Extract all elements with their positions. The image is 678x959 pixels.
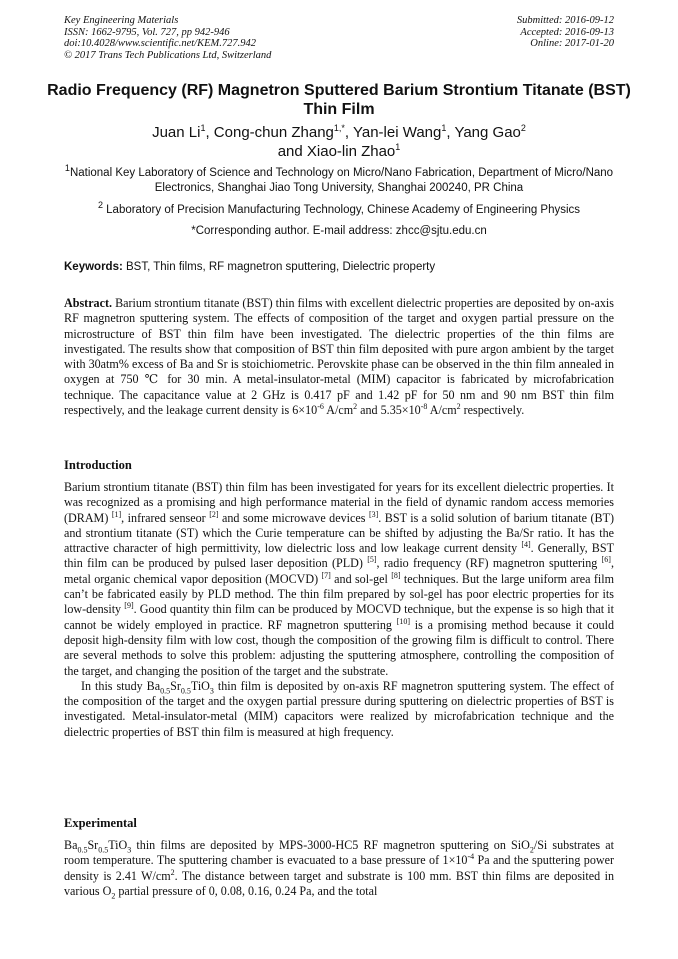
publication-dates	[517, 15, 614, 50]
author-separator: ,	[344, 124, 353, 141]
author-affiliation-mark: 1	[441, 123, 447, 133]
keywords-text: BST, Thin films, RF magnetron sputtering, Dielectric property	[122, 261, 436, 273]
body-text: In this study Ba	[81, 678, 161, 693]
subscript: 3	[127, 845, 132, 855]
body-text: techniques. But the large uniform area film can’t be fabricated easily by PLD method. The thin film prepared by sol-gel has poor electric properties for its low-density	[64, 571, 614, 617]
keywords-label: Keywords:	[64, 261, 123, 273]
abstract-text: A/cm	[427, 403, 457, 418]
body-text: Sr	[87, 838, 99, 852]
body-text: thin film is deposited by on-axis RF magnetron sputtering system. The effect of the composition of the target and the oxygen partial pressure during sputtering on dielectric properties of BST is investigated. Metal-insulator-metal (MIM) capacitors were realized by microfabrication technique and the dielectric properties of BST thin film is measured at high frequency.	[64, 678, 614, 739]
author-affiliation-mark: 1	[395, 142, 401, 152]
subscript: 0.5	[77, 845, 88, 855]
journal-issn: ISSN: 1662-9795, Vol. 727, pp 942-946	[64, 26, 230, 38]
subscript: 3	[209, 686, 214, 696]
abstract	[64, 296, 614, 418]
abstract-text: A/cm	[323, 403, 354, 418]
citation[interactable]: [9]	[124, 601, 134, 611]
introduction-paragraph-1	[64, 480, 614, 679]
abstract-text: and 5.35×10	[357, 403, 421, 418]
body-text: Barium strontium titanate (BST) thin film has been investigated for years for its excellent dielectric properties. It was recognized as a promising and high performance material in the field of dynamic random access memories (DRAM)	[64, 480, 614, 525]
body-text: /Si substrates at room temperature. The sputtering chamber is evacuated to a base pressure of 1×10	[64, 838, 614, 868]
body-text: partial pressure of 0, 0.08, 0.16, 0.24 Pa, and the total	[115, 883, 378, 898]
abstract-exponent: 2	[456, 402, 461, 412]
body-text: , metal organic chemical vapor deposition (MOCVD)	[64, 556, 614, 586]
abstract-exponent: -8	[420, 402, 428, 412]
author-affiliation-mark: 2	[520, 123, 526, 133]
paper-title: Radio Frequency (RF) Magnetron Sputtered Barium Strontium Titanate (BST) Thin Film	[47, 82, 631, 118]
subscript: 0.5	[180, 686, 191, 696]
body-text: . The distance between target and substrate is 100 mm. BST thin films are deposited in various O	[64, 868, 614, 898]
body-text: . Good quantity thin film can be produced by MOCVD technique, but the expense is so high that it cannot be widely employed in practice. RF magnetron sputtering	[64, 602, 614, 632]
journal-doi[interactable]: doi:10.4028/www.scientific.net/KEM.727.942	[64, 38, 256, 49]
journal-header	[64, 15, 614, 63]
author-name: Yan-lei Wang	[352, 124, 442, 141]
abstract-text: respectively.	[460, 403, 525, 418]
author-conjunction: and	[277, 143, 303, 160]
subscript: 0.5	[160, 686, 171, 696]
body-text: . Generally, BST thin film can be produced by pulsed laser deposition (PLD)	[64, 541, 614, 571]
body-text: Pa and the sputtering power density is 2.41 W/cm	[64, 853, 614, 883]
affiliation-mark: 2	[97, 200, 103, 211]
keywords	[64, 260, 614, 275]
author-affiliation-mark: 1,*	[333, 123, 345, 133]
author-name: Yang Gao	[454, 124, 521, 141]
affiliation-1	[60, 163, 618, 196]
journal-info	[64, 15, 271, 61]
author-affiliation-mark: 1	[200, 123, 206, 133]
body-text: Sr	[170, 678, 181, 693]
citation[interactable]: [4]	[521, 540, 531, 550]
citation[interactable]: [3]	[368, 509, 379, 519]
experimental-heading: Experimental	[64, 816, 137, 830]
abstract-label: Abstract.	[64, 296, 113, 310]
author-separator: ,	[205, 124, 214, 141]
author-name: Cong-chun Zhang	[213, 124, 334, 141]
journal-copyright: © 2017 Trans Tech Publications Ltd, Switzerland	[64, 49, 272, 61]
body-text: thin films are deposited by MPS-3000-HC5 RF magnetron sputtering on SiO	[131, 838, 530, 852]
body-text: TiO	[108, 838, 128, 852]
date-online: Online: 2017-01-20	[530, 38, 614, 49]
date-accepted: Accepted: 2016-09-13	[520, 26, 614, 38]
body-text: and sol-gel	[330, 571, 392, 586]
introduction-paragraph-2	[64, 679, 614, 740]
author-list	[40, 123, 638, 161]
author-name: Juan Li	[152, 124, 201, 141]
citation[interactable]: [7]	[321, 570, 331, 580]
body-text: , radio frequency (RF) magnetron sputtering	[376, 556, 602, 571]
citation[interactable]: [10]	[396, 616, 411, 626]
citation[interactable]: [5]	[367, 555, 377, 565]
introduction-body	[64, 480, 614, 740]
body-text: , infrared senseor	[121, 510, 210, 525]
exponent: 2	[170, 867, 175, 877]
exponent: -4	[467, 852, 475, 862]
body-text: Ba	[64, 838, 78, 852]
citation[interactable]: [6]	[601, 555, 611, 565]
journal-name: Key Engineering Materials	[64, 15, 179, 26]
introduction-heading: Introduction	[64, 458, 132, 472]
abstract-exponent: -6	[317, 402, 324, 412]
experimental-body	[64, 838, 614, 899]
body-text: . BST is a solid solution of barium titanate (BT) and strontium titanate (ST) which the Curie temperature can be shifted by adjusting the Ba/Sr ratio. It has the attractive character of high permittivity, low dielectric loss and low leakage current density	[64, 510, 614, 556]
affiliation-text: Laboratory of Precision Manufacturing Technology, Chinese Academy of Engineering Physics	[102, 204, 581, 216]
citation[interactable]: [2]	[209, 509, 219, 519]
citation[interactable]: [8]	[391, 570, 401, 580]
affiliation-text: National Key Laboratory of Science and Technology on Micro/Nano Fabrication, Department of Micro/Nano Electronics, Shanghai Jiao Tong University, Shanghai 200240, PR China	[69, 167, 614, 194]
author-name: Xiao-lin Zhao	[306, 143, 396, 160]
citation[interactable]: [1]	[111, 509, 122, 519]
body-text: and some microwave devices	[218, 510, 369, 525]
date-submitted: Submitted: 2016-09-12	[516, 15, 614, 26]
subscript: 2	[111, 891, 116, 901]
corresponding-author: *Corresponding author. E-mail address: zhcc@sjtu.edu.cn	[191, 225, 487, 237]
author-separator: ,	[446, 124, 455, 141]
affiliation-2	[60, 200, 618, 218]
abstract-text: Barium strontium titanate (BST) thin films with excellent dielectric properties are deposited by on-axis RF magnetron sputtering system. The effects of composition of the target and oxygen partial pressure on the microstructure of BST thin film have been investigated. The dielectric properties of the thin films are investigated. The results show that composition of BST thin film deposited with pure argon ambient by the target with 30atm% excess of Ba and Sr is stoichiometric. Perovskite phase can be observed in the thin film annealed in oxygen at 750 ℃ for 30 min. A metal-insulator-metal (MIM) capacitor is fabricated by microfabrication technique. The capacitance value at 2 GHz is 0.417 pF and 1.42 pF for 50 nm and 90 nm BST thin film respectively, and the leakage current density is 6×10	[64, 296, 614, 418]
subscript: 0.5	[98, 845, 109, 855]
subscript: 2	[529, 845, 534, 855]
affiliation-mark: 1	[64, 163, 70, 174]
body-text: is a promising method because it could deposit high-density film with low cost, though the composition of the growing film is difficult to control. There are several methods to solve this problem: adjusting the sputtering atmosphere, controlling the composition of the target, and changing the position of the target and the substrate.	[64, 617, 614, 678]
experimental-paragraph-1	[64, 838, 614, 899]
body-text: TiO	[190, 678, 210, 693]
abstract-exponent: 2	[353, 402, 358, 412]
